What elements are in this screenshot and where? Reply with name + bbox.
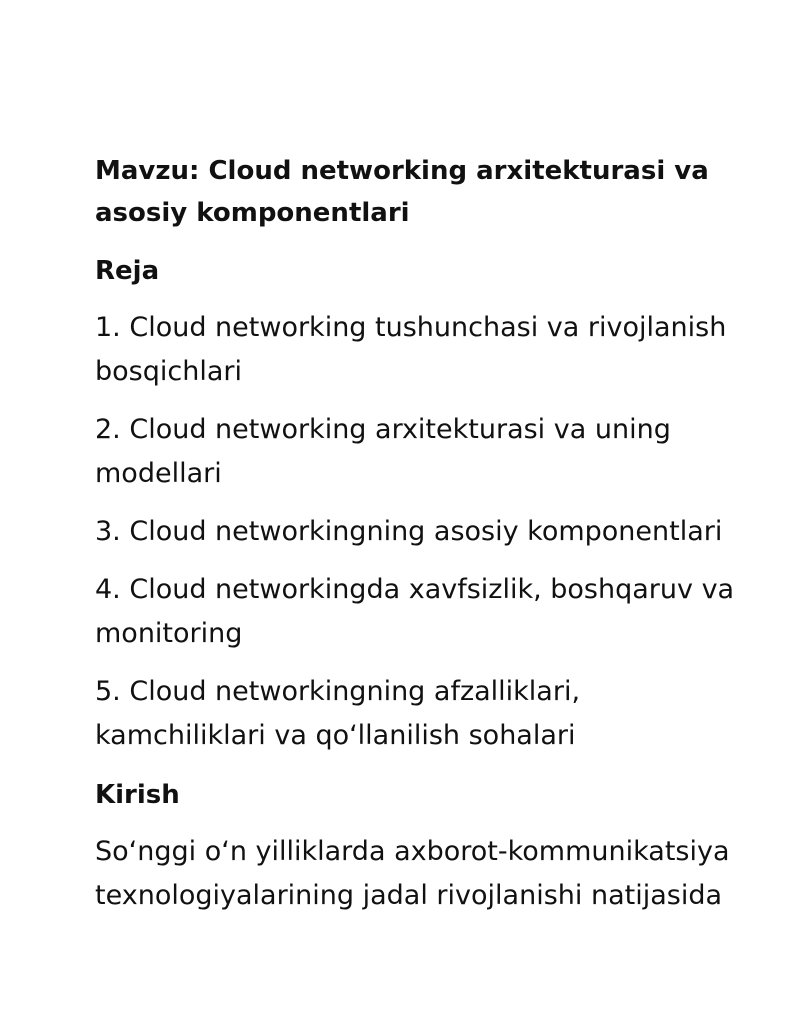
plan-heading: Reja [95, 256, 160, 286]
plan-item-line: modellari [95, 458, 222, 489]
intro-line: So‘nggi o‘n yilliklarda axborot-kommunikatsiya [95, 836, 730, 867]
plan-item-line: 1. Cloud networking tushunchasi va rivojlanish [95, 312, 727, 343]
plan-item-line: monitoring [95, 618, 243, 649]
plan-item-line: 5. Cloud networkingning afzalliklari, [95, 676, 581, 707]
plan-item-1 [95, 306, 727, 394]
document-content [95, 150, 735, 918]
document-title-line: Mavzu: Cloud networking arxitekturasi va [95, 156, 709, 186]
plan-item-2 [95, 408, 715, 496]
plan-item-3 [95, 510, 723, 554]
plan-item-5 [95, 670, 715, 758]
plan-item-line: bosqichlari [95, 356, 242, 387]
intro-heading: Kirish [95, 780, 180, 810]
document-title-line: asosiy komponentlari [95, 198, 410, 228]
plan-item-line: 2. Cloud networking arxitekturasi va uning [95, 414, 671, 445]
plan-item-line: 4. Cloud networkingda xavfsizlik, boshqaruv va [95, 574, 735, 605]
document-title [95, 150, 715, 234]
intro-line: texnologiyalarining jadal rivojlanishi natijasida [95, 880, 722, 911]
plan-item-line: 3. Cloud networkingning asosiy komponentlari [95, 516, 723, 547]
plan-item-4 [95, 568, 735, 656]
plan-item-line: kamchiliklari va qo‘llanilish sohalari [95, 720, 576, 751]
intro-paragraph [95, 830, 730, 918]
plan-list [95, 306, 735, 758]
